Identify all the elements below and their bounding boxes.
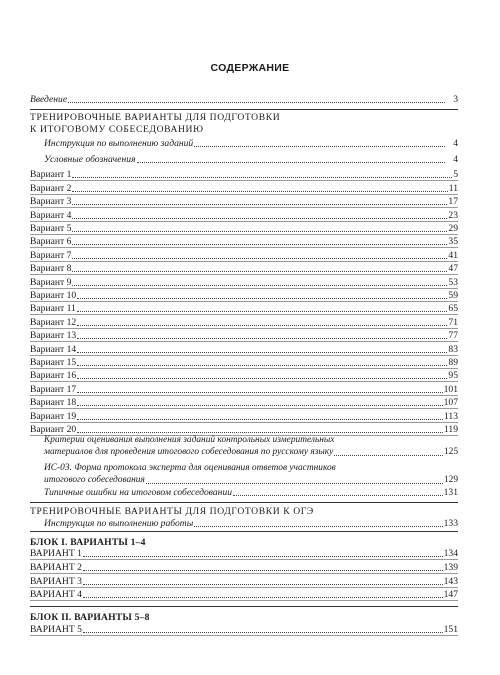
toc-page-number: 23 [448,209,458,221]
toc-page-number: 71 [448,316,458,328]
toc-entry-variant[interactable] [30,301,458,315]
toc-entry-label: ВАРИАНТ 3 [30,575,82,587]
toc-entry-variant[interactable] [30,341,458,355]
toc-entry-variant[interactable] [30,288,458,302]
toc-entry-label: Вариант 18 [30,397,77,409]
toc-entry-label: Вариант 2 [30,182,72,194]
leader-dots [72,263,447,272]
toc-page-number: 17 [448,196,458,208]
section-divider [30,502,458,503]
leader-dots [233,487,443,496]
toc-entry-label: Вариант 12 [30,316,77,328]
toc-page-number: 4 [453,138,458,149]
leader-dots [72,210,447,219]
toc-page-number: 119 [443,423,458,435]
toc-entry-symbols[interactable] [44,154,458,165]
toc-entry-label: Типичные ошибки на итоговом собеседовании [44,487,233,498]
leader-dots [72,183,447,192]
leader-dots [194,518,442,527]
toc-entry-variant[interactable] [30,221,458,235]
section1-heading [30,112,458,135]
leader-dots [146,475,443,484]
toc-entry-label: Вариант 7 [30,249,72,261]
toc-entry-label: Инструкция по выполнению работы [44,518,194,529]
leader-dots [77,370,447,379]
toc-page-number: 113 [443,410,458,422]
toc-page-number: 4 [453,154,458,165]
leader-dots [77,384,442,393]
leader-dots [83,548,443,557]
toc-entry-label: ВАРИАНТ 2 [30,561,82,573]
toc-page-number: 3 [453,94,458,105]
leader-dots [77,357,447,366]
toc-entry-label: Вариант 16 [30,370,77,382]
toc-entry-variant[interactable] [30,328,458,342]
toc-entry-label: Вариант 11 [30,303,76,315]
leader-dots [77,397,442,406]
toc-entry-variant[interactable] [30,408,458,422]
toc-entry-criteria[interactable] [44,434,458,458]
toc-entry-variant[interactable] [30,573,458,587]
toc-entry-label: Вариант 20 [30,423,77,435]
leader-dots [83,589,443,598]
toc-entry-variant[interactable] [30,587,458,601]
toc-page-number: 5 [453,169,458,181]
toc-entry-variant[interactable] [30,180,458,194]
toc-page-number: 125 [443,447,458,457]
toc-page-number: 147 [443,589,458,601]
toc-entry-label: Вариант 9 [30,276,72,288]
toc-page-number: 77 [448,330,458,342]
toc-entry-label: Условные обозначения [44,154,136,165]
leader-dots [77,344,447,353]
toc-entry-variant[interactable] [30,194,458,208]
protocol-line1: ИС-03. Форма протокола эксперта для оценивания ответов участников [44,463,336,473]
toc-entry-protocol[interactable] [44,462,458,486]
toc-entry-label: ВАРИАНТ 4 [30,589,82,601]
criteria-line1: Критерии оценивания выполнения заданий контрольных измерительных [44,435,335,445]
toc-entry-label: Вариант 3 [30,196,72,208]
toc-page-number: 139 [443,561,458,573]
leader-dots [334,447,443,456]
toc-entry-variant[interactable] [30,546,458,560]
leader-dots [72,277,447,286]
toc-page-number: 59 [448,289,458,301]
toc-entry-variant[interactable] [30,395,458,409]
toc-entry-label: Вариант 4 [30,209,72,221]
toc-entry-variant[interactable] [30,355,458,369]
leader-dots [83,576,443,585]
toc-page-number: 133 [443,518,458,529]
section1-heading-line2: К ИТОГОВОМУ СОБЕСЕДОВАНИЮ [30,123,204,135]
toc-page-number: 131 [443,487,458,498]
toc-entry-label: ВАРИАНТ 1 [30,548,82,560]
leader-dots [72,196,447,205]
toc-entry-variant[interactable] [30,314,458,328]
toc-entry-intro[interactable] [30,94,458,105]
toc-page-number: 151 [443,624,458,636]
toc-page-number: 129 [443,475,458,485]
toc-entry-variant[interactable] [30,234,458,248]
toc-page-number: 11 [448,182,458,194]
section2-heading: ТРЕНИРОВОЧНЫЕ ВАРИАНТЫ ДЛЯ ПОДГОТОВКИ К ОГЭ [30,506,314,517]
toc-entry-label: Вариант 14 [30,343,77,355]
leader-dots [83,624,443,633]
toc-entry-label: Вариант 17 [30,383,77,395]
leader-dots [137,154,445,163]
toc-page-number: 95 [448,370,458,382]
leader-dots [72,223,447,232]
leader-dots [72,250,447,259]
leader-dots [77,317,447,326]
toc-page-number: 41 [448,249,458,261]
section1-heading-line1: ТРЕНИРОВОЧНЫЕ ВАРИАНТЫ ДЛЯ ПОДГОТОВКИ [30,112,281,123]
toc-entry-variant[interactable] [30,274,458,288]
leader-dots [77,330,447,339]
toc-entry-variant[interactable] [30,247,458,261]
toc-entry-label: Вариант 10 [30,289,77,301]
leader-dots [77,411,443,420]
leader-dots [77,303,448,312]
toc-entry-errors[interactable] [44,487,458,498]
section-divider [30,109,458,110]
block2-heading: БЛОК II. ВАРИАНТЫ 5–8 [30,612,150,623]
toc-page-number: 65 [448,303,458,315]
toc-page-number: 29 [448,222,458,234]
toc-entry-variant[interactable] [30,368,458,382]
toc-entry-variant[interactable] [30,381,458,395]
section-divider [30,606,458,607]
toc-entry-instructions[interactable] [44,138,458,149]
leader-dots [72,236,447,245]
leader-dots [68,94,445,103]
toc-page-number: 107 [443,397,458,409]
toc-page-number: 47 [448,263,458,275]
leader-dots [77,290,447,299]
toc-entry-variant[interactable] [30,560,458,574]
toc-entry-variant[interactable] [30,207,458,221]
criteria-line2: материалов для проведения итогового собеседования по русскому языку [44,447,334,457]
leader-dots [194,138,445,147]
leader-dots [83,562,443,571]
toc-entry-label: Вариант 13 [30,330,77,342]
section-divider [30,531,458,532]
toc-entry-oge-instructions[interactable] [44,518,458,529]
toc-entry-variant[interactable] [30,261,458,275]
toc-page-number: 35 [448,236,458,248]
toc-page-number: 134 [443,548,458,560]
toc-page-number: 143 [443,575,458,587]
toc-entry-label: Вариант 5 [30,222,72,234]
toc-entry-label: Вариант 8 [30,263,72,275]
toc-entry-label: Вариант 6 [30,236,72,248]
toc-entry-label: Вариант 1 [30,169,72,181]
toc-entry-label: Инструкция по выполнению заданий [44,138,194,149]
toc-entry-label: ВАРИАНТ 5 [30,624,82,636]
toc-entry-label: Введение [30,94,68,105]
toc-entry-label: Вариант 19 [30,410,77,422]
toc-entry-label: Вариант 15 [30,356,77,368]
toc-page-number: 101 [443,383,458,395]
toc-page-number: 53 [448,276,458,288]
page-title: СОДЕРЖАНИЕ [210,62,290,74]
block1-heading: БЛОК I. ВАРИАНТЫ 1–4 [30,537,146,548]
leader-dots [72,169,452,178]
toc-page-number: 89 [448,356,458,368]
toc-entry-variant[interactable] [30,622,458,636]
leader-dots [77,424,443,433]
protocol-line2: итогового собеседования [44,475,145,485]
toc-entry-variant[interactable] [30,167,458,181]
toc-page-number: 83 [448,343,458,355]
